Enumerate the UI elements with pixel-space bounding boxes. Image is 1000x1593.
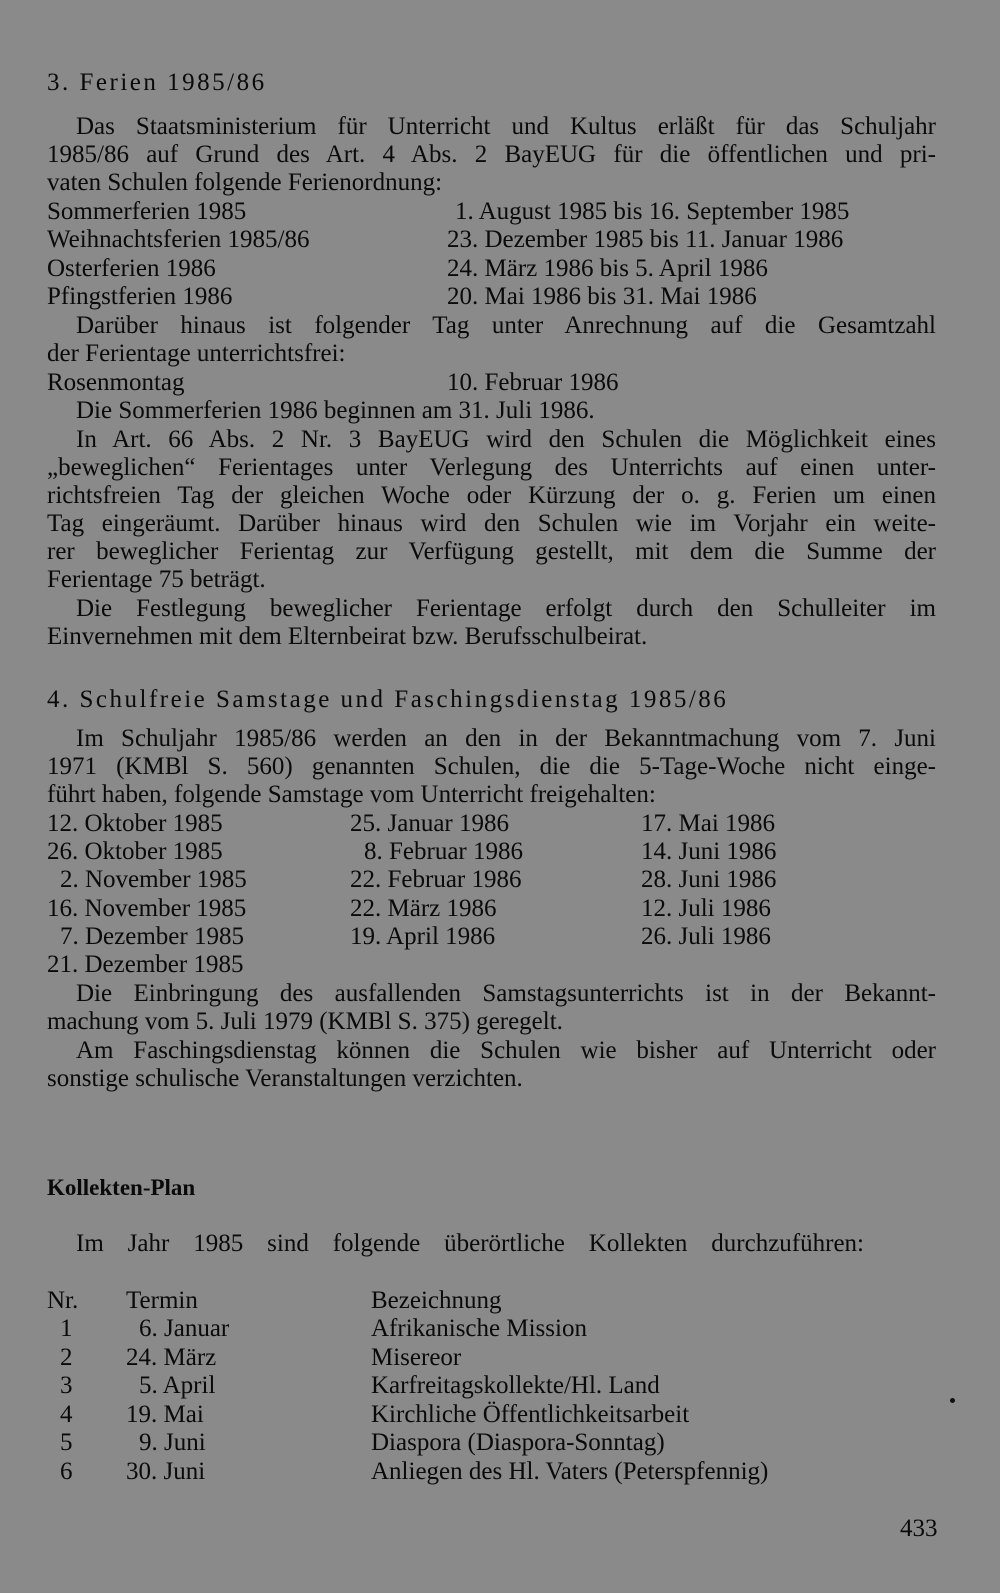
table-cell-bezeichnung: Kirchliche Öffentlichkeitsarbeit [371, 1401, 690, 1428]
paragraph-line: richtsfreien Tag der gleichen Woche oder Kürzung der o. g. Ferien um einen [47, 482, 936, 509]
saturday-date: 22. Februar 1986 [350, 866, 522, 893]
holiday-name: Weihnachtsferien 1985/86 [47, 226, 310, 253]
table-cell-termin: 6. Januar [139, 1315, 230, 1342]
page-number: 433 [900, 1515, 938, 1542]
section-heading-ferien: 3. Ferien 1985/86 [47, 69, 267, 96]
table-cell-bezeichnung: Misereor [371, 1344, 462, 1371]
paragraph-line: Darüber hinaus ist folgender Tag unter Anrechnung auf die Gesamtzahl [76, 312, 936, 339]
holiday-dates: 24. März 1986 bis 5. April 1986 [447, 255, 768, 282]
saturday-date: 14. Juni 1986 [641, 838, 777, 865]
table-cell-nr: 5 [60, 1429, 73, 1456]
saturday-date: 28. Juni 1986 [641, 866, 777, 893]
paragraph-line: Tag eingeräumt. Darüber hinaus wird den Schulen wie im Vorjahr ein weite- [47, 510, 936, 537]
holiday-name: Sommerferien 1985 [47, 198, 247, 225]
holiday-name: Pfingstferien 1986 [47, 283, 233, 310]
paragraph-line: Die Festlegung beweglicher Ferientage erfolgt durch den Schulleiter im [76, 595, 936, 622]
paragraph-line: rer beweglicher Ferientag zur Verfügung gestellt, mit dem die Summe der [47, 538, 936, 565]
table-cell-termin: 19. Mai [126, 1401, 204, 1428]
paragraph-line: In Art. 66 Abs. 2 Nr. 3 BayEUG wird den Schulen die Möglichkeit eines [76, 426, 936, 453]
saturday-date: 17. Mai 1986 [641, 810, 776, 837]
saturday-date: 12. Oktober 1985 [47, 810, 223, 837]
paragraph-line: machung vom 5. Juli 1979 (KMBl S. 375) geregelt. [47, 1008, 563, 1035]
saturday-date: 19. April 1986 [350, 923, 496, 950]
table-cell-termin: 30. Juni [126, 1458, 206, 1485]
saturday-date: 2. November 1985 [60, 866, 247, 893]
table-cell-nr: 6 [60, 1458, 73, 1485]
print-speck [950, 1398, 955, 1403]
summer-note: Die Sommerferien 1986 beginnen am 31. Juli 1986. [76, 397, 595, 424]
table-cell-nr: 3 [60, 1372, 73, 1399]
paragraph-line: führt haben, folgende Samstage vom Unterricht freigehalten: [47, 781, 656, 808]
table-header-nr: Nr. [47, 1287, 79, 1314]
paragraph-line: Am Faschingsdienstag können die Schulen wie bisher auf Unterricht oder [76, 1037, 936, 1064]
saturday-date: 8. Februar 1986 [364, 838, 523, 865]
table-cell-nr: 4 [60, 1401, 73, 1428]
paragraph-line: Im Schuljahr 1985/86 werden an den in der Bekanntmachung vom 7. Juni [76, 725, 936, 752]
saturday-date: 7. Dezember 1985 [60, 923, 244, 950]
table-cell-bezeichnung: Afrikanische Mission [371, 1315, 587, 1342]
holiday-dates: 23. Dezember 1985 bis 11. Januar 1986 [447, 226, 844, 253]
paragraph-line: 1971 (KMBl S. 560) genannten Schulen, die die 5-Tage-Woche nicht einge- [47, 753, 936, 780]
table-cell-termin: 5. April [139, 1372, 216, 1399]
paragraph-line: Einvernehmen mit dem Elternbeirat bzw. Berufsschulbeirat. [47, 623, 648, 650]
saturday-date: 22. März 1986 [350, 895, 497, 922]
rosenmontag-date: 10. Februar 1986 [447, 369, 619, 396]
saturday-date: 26. Oktober 1985 [47, 838, 223, 865]
paragraph-line: Das Staatsministerium für Unterricht und Kultus erläßt für das Schuljahr [76, 113, 936, 140]
table-header-termin: Termin [126, 1287, 198, 1314]
paragraph-line: „beweglichen“ Ferientages unter Verlegung des Unterrichts auf einen unter- [47, 454, 936, 481]
table-header-bezeichnung: Bezeichnung [371, 1287, 502, 1314]
paragraph-line: der Ferientage unterrichtsfrei: [47, 340, 346, 367]
saturday-date: 26. Juli 1986 [641, 923, 771, 950]
table-cell-termin: 9. Juni [139, 1429, 206, 1456]
section-heading-samstage: 4. Schulfreie Samstage und Faschingsdienstag 1985/86 [47, 686, 729, 713]
rosenmontag-name: Rosenmontag [47, 369, 185, 396]
paragraph-line: sonstige schulische Veranstaltungen verzichten. [47, 1065, 523, 1092]
holiday-dates: 1. August 1985 bis 16. September 1985 [455, 198, 850, 225]
paragraph-line: 1985/86 auf Grund des Art. 4 Abs. 2 BayEUG für die öffentlichen und pri- [47, 141, 936, 168]
holiday-name: Osterferien 1986 [47, 255, 216, 282]
table-cell-termin: 24. März [126, 1344, 217, 1371]
paragraph-line: Ferientage 75 beträgt. [47, 566, 266, 593]
table-cell-nr: 1 [60, 1315, 73, 1342]
paragraph-line: Die Einbringung des ausfallenden Samstagsunterrichts ist in der Bekannt- [76, 980, 936, 1007]
table-cell-nr: 2 [60, 1344, 73, 1371]
holiday-dates: 20. Mai 1986 bis 31. Mai 1986 [447, 283, 757, 310]
table-cell-bezeichnung: Diaspora (Diaspora-Sonntag) [371, 1429, 665, 1456]
saturday-date: 25. Januar 1986 [350, 810, 509, 837]
kollekten-intro: Im Jahr 1985 sind folgende überörtliche Kollekten durchzuführen: [76, 1230, 864, 1257]
saturday-date: 12. Juli 1986 [641, 895, 771, 922]
table-cell-bezeichnung: Karfreitagskollekte/Hl. Land [371, 1372, 660, 1399]
paragraph-line: vaten Schulen folgende Ferienordnung: [47, 169, 443, 196]
saturday-date: 21. Dezember 1985 [47, 951, 244, 978]
kollekten-title: Kollekten-Plan [47, 1175, 196, 1200]
table-cell-bezeichnung: Anliegen des Hl. Vaters (Peterspfennig) [371, 1458, 769, 1485]
saturday-date: 16. November 1985 [47, 895, 247, 922]
